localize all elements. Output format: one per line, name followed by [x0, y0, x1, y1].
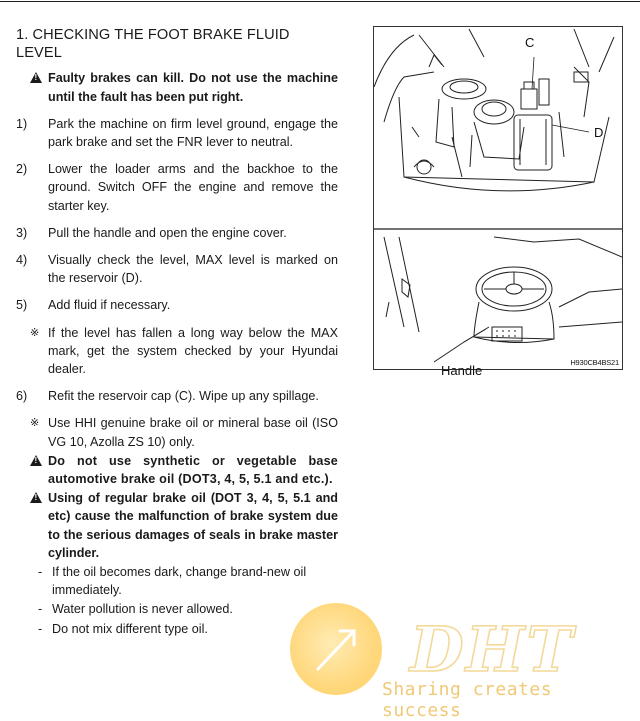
step-6 — [16, 387, 338, 405]
dash-text: Do not mix different type oil. — [52, 621, 208, 636]
watermark-letters: DHT — [410, 613, 575, 686]
note-level-fallen — [16, 324, 338, 379]
reference-mark-icon: ※ — [30, 417, 40, 430]
dash-mark: - — [38, 602, 43, 617]
dash-text: Water pollution is never allowed. — [52, 602, 233, 617]
warning-triangle-icon — [30, 455, 42, 466]
step-4 — [16, 251, 338, 287]
warning-synthetic-oil — [16, 452, 338, 488]
dash-mark: - — [38, 621, 43, 636]
step-text: Pull the handle and open the engine cover. — [48, 225, 287, 240]
engine-bay-figure — [373, 26, 623, 378]
warning-triangle-icon — [30, 492, 42, 503]
label-d: D — [594, 125, 604, 140]
step-5 — [16, 296, 338, 314]
label-c: C — [525, 35, 535, 50]
step-text: Park the machine on firm level ground, engage the park brake and set the FNR lever to neutral. — [48, 116, 338, 150]
label-handle: Handle — [441, 363, 483, 378]
section-title: 1. CHECKING THE FOOT BRAKE FLUID LEVEL — [16, 27, 290, 62]
watermark-tagline: Sharing creates success — [382, 679, 553, 721]
dash-item-dark-oil — [16, 563, 338, 599]
dash-mark: - — [38, 565, 43, 580]
step-text: Add fluid if necessary. — [48, 298, 171, 313]
arrow-circle-logo-icon — [290, 603, 382, 695]
reference-mark-icon: ※ — [30, 326, 40, 339]
step-1 — [16, 115, 338, 151]
step-text: Visually check the level, MAX level is marked on the reservoir (D). — [48, 253, 338, 286]
dash-text: If the oil becomes dark, change brand-new oil immediately. — [52, 565, 307, 598]
step-number: 1) — [16, 116, 28, 131]
note-text: If the level has fallen a long way below the MAX mark, get the system checked by your Hyundai dealer. — [48, 325, 338, 377]
step-3 — [16, 224, 338, 242]
engine-bay-illustration — [374, 27, 622, 369]
step-number: 2) — [16, 162, 28, 177]
step-number: 3) — [16, 225, 28, 240]
step-text: Refit the reservoir cap (C). Wipe up any spillage. — [48, 389, 319, 404]
watermark — [290, 603, 640, 721]
step-text: Lower the loader arms and the backhoe to the ground. Switch OFF the engine and remove the starter key. — [48, 162, 338, 213]
step-2 — [16, 160, 338, 215]
instructions-column — [16, 26, 338, 638]
top-rule — [0, 1, 640, 2]
note-text: Use HHI genuine brake oil or mineral base oil (ISO VG 10, Azolla ZS 10) only. — [48, 416, 338, 449]
warning-faulty-brakes — [16, 69, 338, 105]
step-number: 5) — [16, 298, 28, 313]
warning-regular-brake-oil — [16, 489, 338, 562]
logo-arrow — [290, 603, 382, 695]
warning-text: Faulty brakes can kill. Do not use the machine until the fault has been put right. — [48, 71, 338, 104]
step-number: 6) — [16, 389, 28, 404]
warning-triangle-icon — [30, 72, 42, 83]
figure-code: H930CB4BS21 — [570, 358, 619, 367]
step-number: 4) — [16, 253, 28, 268]
warning-text: Using of regular brake oil (DOT 3, 4, 5, 5.1 and etc) cause the malfunction of brake system due to the serious damages of seals in brake master cylinder. — [48, 491, 338, 560]
warning-text: Do not use synthetic or vegetable base automotive brake oil (DOT3, 4, 5, 5.1 and etc.). — [48, 453, 338, 487]
note-genuine-oil — [16, 414, 338, 450]
